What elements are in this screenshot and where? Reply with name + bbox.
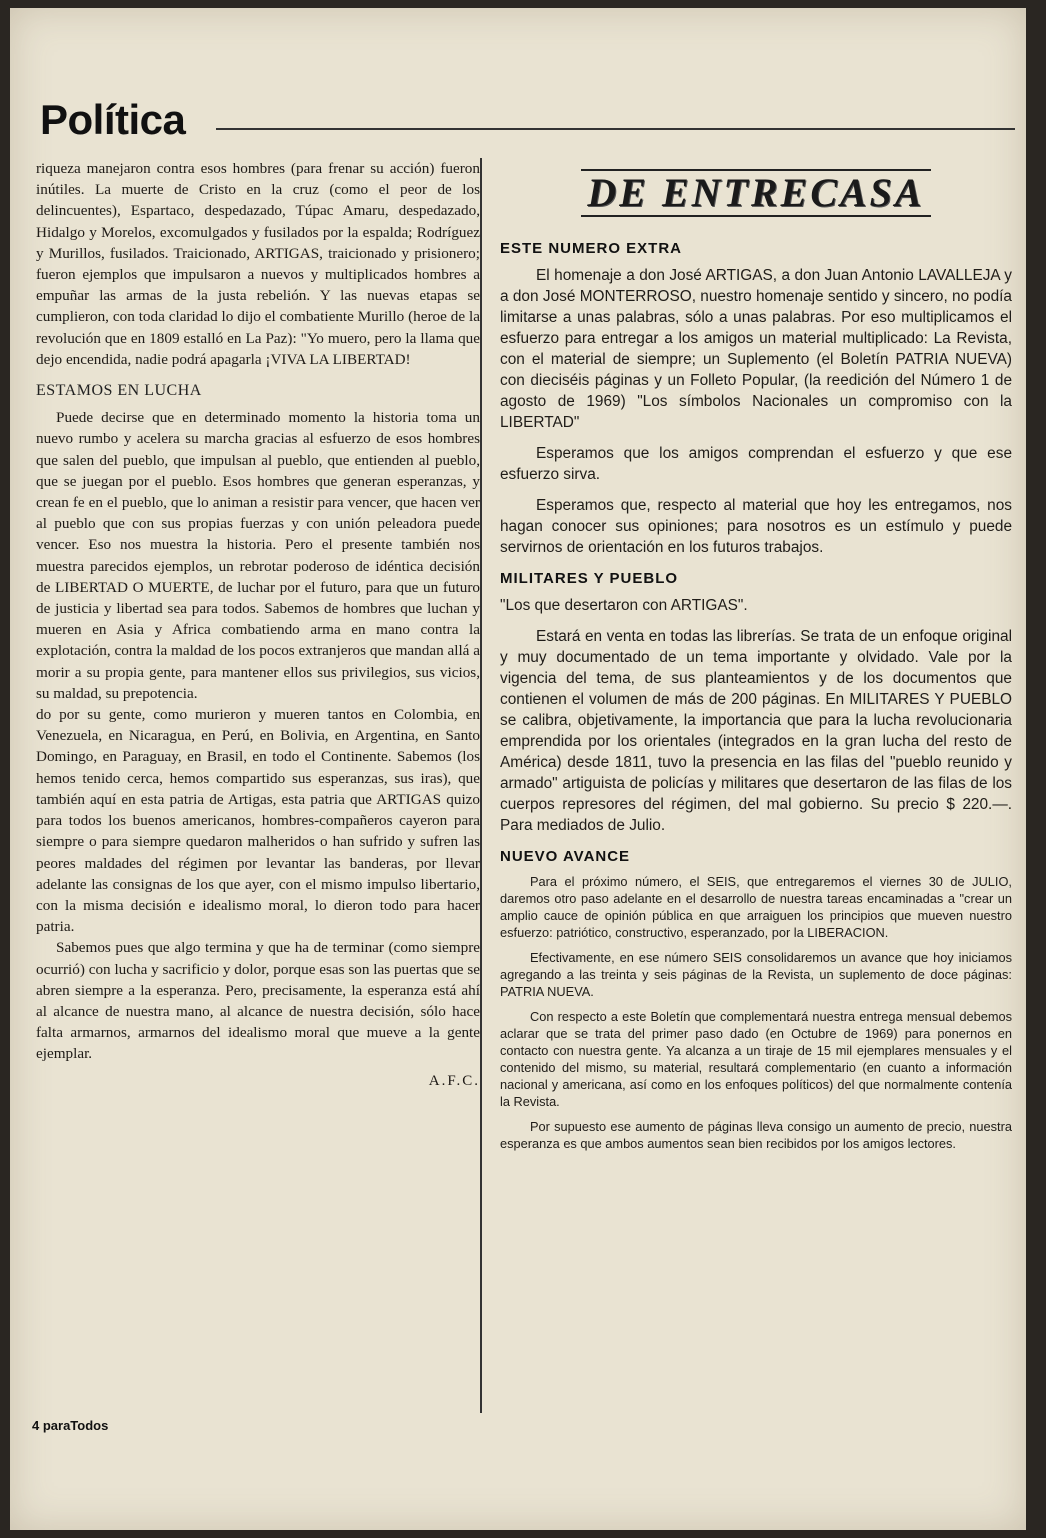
paragraph: Para el próximo número, el SEIS, que entregaremos el viernes 30 de JULIO, daremos otro paso adelante en el desarrollo de nuestra tareas encaminadas a "crear un amplio cauce de opinión pública en que arraiguen los principios que mueven nuestro esfuerzo: patriótico, constructivo, esperanzado, por la LIBERACION. (500, 874, 1012, 940)
page-footer: 4 paraTodos (32, 1418, 109, 1433)
paragraph: Esperamos que los amigos comprendan el esfuerzo y que ese esfuerzo sirva. (500, 445, 1012, 483)
paragraph: riqueza manejaron contra esos hombres (para frenar su acción) fueron inútiles. La muerte de Cristo en la cruz (como el peor de los delincuentes), Espartaco, despedazado, Túpac Amaru, despedazado, Hidalgo y Morelos, excomulgados y fusilados por la espalda; Rodríguez y Murillos, fusilados. Traicionado, ARTIGAS, traicionado y prisionero; fueron ejemplos que impulsaron a nuevos y multiplicados hombres a empuñar las armas de la justa rebelión. Y las nuevas etapas se cumplieron, con toda claridad lo dijo el combatiente Murillo (heroe de la revolución que en 1809 estalló en La Paz): "Yo muero, pero la llama que dejo encendida, nadie podrá apagarla ¡VIVA LA LIBERTAD! (36, 160, 480, 368)
header-rule (216, 128, 1015, 130)
paragraph: Efectivamente, en ese número SEIS consolidaremos un avance que hoy iniciamos agregando a las treinta y seis páginas de la Revista, un suplemento de doce páginas: PATRIA NUEVA. (500, 950, 1012, 999)
section-header (40, 96, 1015, 156)
paragraph: Puede decirse que en determinado momento la historia toma un nuevo rumbo y acelera su marcha gracias al esfuerzo de esos hombres que salen del pueblo, que impulsan al pueblo, que entienden al pueblo, que se juegan por el pueblo. Esos hombres que generan esperanzas, y crean fe en el pueblo, que lo animan a resistir para vencer, que hacen ver al pueblo que con sus propias fuerzas y con unión peleadora puede vencer. Eso nos muestra la historia. Pero el presente también nos muestra parecidos ejemplos, un rebrotar poderoso de idéntica decisión de LIBERTAD O MUERTE, de luchar por el futuro, para que un futuro de justicia y libertad sea para todos. Sabemos de hombres que luchan y mueren en Asia y Africa combatiendo arma en mano contra la explotación, contra la maldad de los pocos extranjeros que mandan allá a morir a su propia gente, para mantener ellos sus privilegios, sus vicios, su maldad, su prepotencia. (36, 409, 480, 702)
paragraph: Esperamos que, respecto al material que hoy les entregamos, nos hagan conocer sus opiniones; para nosotros es un estímulo y puede servirnos de orientación en los futuros trabajos. (500, 497, 1012, 556)
section-heading: NUEVO AVANCE (500, 848, 631, 865)
paragraph: do por su gente, como murieron y mueren tantos en Colombia, en Venezuela, en Nicaragua, en Perú, en Bolivia, en Argentina, en Santo Domingo, en Paraguay, en Brasil, en todo el Continente. Sabemos (los hemos tenido cerca, hemos compartido sus esperanzas, sus iras), que también aquí en esta patria de Artigas, esta patria que ARTIGAS quizo para todos los buenos americanos, hombres-compañeros cayeron para siempre o para siempre quedaron malheridos o han sufrido y sufren las peores maldades del régimen por levantar las banderas, por llevar adelante las consignas de los que ayer, con el mismo impulso libertario, con la misma decisión e idealismo moral, lo dieron todo para hacer patria. (36, 706, 480, 936)
section-title: Política (40, 96, 186, 143)
paragraph: Con respecto a este Boletín que complementará nuestra entrega mensual debemos aclarar que se trata del primer paso dado (en Octubre de 1969) para ponernos en contacto con nuestra gente. Ya alcanza a un tiraje de 15 mil ejemplares mensuales y el contenido del mismo, su material, resultará complementario (en cuanto a información nacional y americana, así como en los enfoques políticos) del que normalmente contenía la Revista. (500, 1009, 1012, 1109)
banner-title: DE ENTRECASA (581, 169, 930, 217)
section-nuevo-avance (500, 848, 1012, 1152)
book-title-quote: "Los que desertaron con ARTIGAS". (500, 597, 748, 614)
section-heading: ESTE NUMERO EXTRA (500, 240, 683, 257)
right-column (500, 158, 1012, 1160)
author-signature: A.F.C. (428, 1072, 480, 1089)
column-banner (500, 158, 1012, 228)
column-divider (480, 158, 482, 1413)
paragraph: El homenaje a don José ARTIGAS, a don Juan Antonio LAVALLEJA y a don José MONTERROSO, nuestro homenaje sentido y sincero, no podía limitarse a unas palabras, sólo a unas palabras. Por eso multiplicamos el esfuerzo para entregar a los amigos un material multiplicado: La Revista, con el material de siempre; un Suplemento (el Boletín PATRIA NUEVA) con dieciséis páginas y un Folleto Popular, (la reedición del Número 1 de agosto de 1969) "Los símbolos Nacionales un compromiso con la LIBERTAD" (500, 267, 1012, 431)
subheading: ESTAMOS EN LUCHA (36, 382, 202, 400)
section-este-numero (500, 240, 1012, 558)
left-column (36, 158, 480, 1092)
paragraph: Estará en venta en todas las librerías. Se trata de un enfoque original y muy documentado de un tema importante y olvidado. Vale por la vigencia del tema, de sus planteamientos y de los documentos que contienen el volumen de más de 200 páginas. En MILITARES Y PUEBLO se calibra, objetivamente, la importancia que para la lucha revolucionaria emprendida por los orientales (integrados en la gran lucha del resto de América) desde 1811, tuvo la presencia en las filas del "pueblo reunido y armado" artiguista de policías y militares que desertaron de las filas de los cuerpos represores del régimen, del mal gobierno. Su precio $ 220.—. Para mediados de Julio. (500, 628, 1012, 834)
paragraph: Sabemos pues que algo termina y que ha de terminar (como siempre ocurrió) con lucha y sacrificio y dolor, porque esas son las puertas que se abren siempre a la esperanza. Pero, precisamente, la esperanza está ahí al alcance de nuestra mano, al alcance de nuestra decisión, sólo hace falta armarnos, armarnos del idealismo moral que mueve a la gente ejemplar. (36, 939, 480, 1063)
section-militares (500, 570, 1012, 836)
section-heading: MILITARES Y PUEBLO (500, 570, 679, 587)
magazine-page (10, 8, 1026, 1530)
paragraph: Por supuesto ese aumento de páginas lleva consigo un aumento de precio, nuestra esperanza es que ambos aumentos sean bien recibidos por los amigos lectores. (500, 1119, 1012, 1151)
